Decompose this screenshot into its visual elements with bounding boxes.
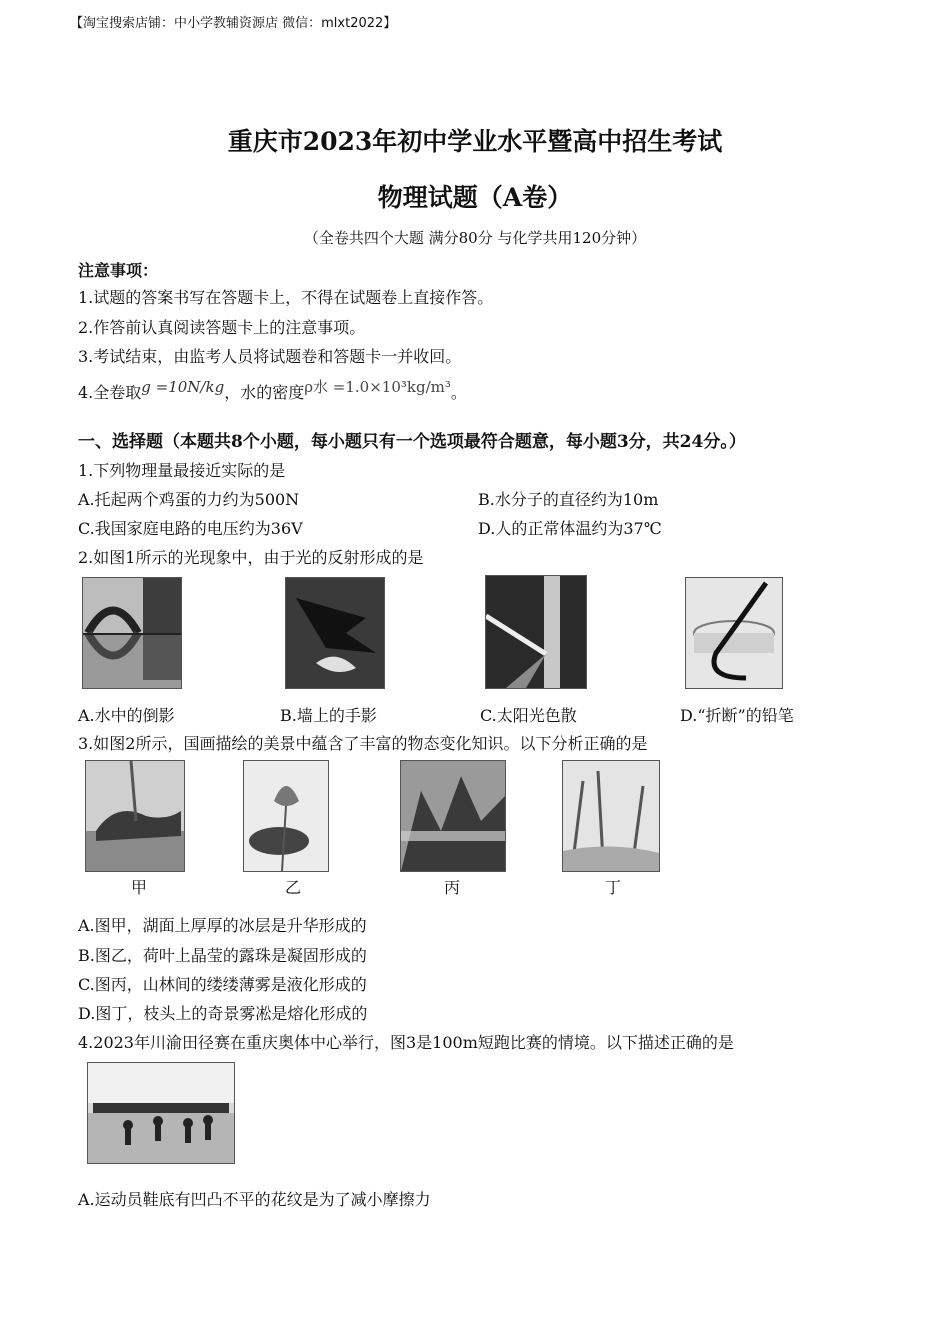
notice-item-4-prefix: 4.全卷取 [78,383,142,402]
q1-stem: 1.下列物理量最接近实际的是 [78,461,286,480]
label-yi: 乙 [285,878,302,897]
q3-option-a: A.图甲，湖面上厚厚的冰层是升华形成的 [78,916,367,935]
q2-option-d: D.“折断”的铅笔 [680,706,794,725]
section-1-heading: 一、选择题（本题共8个小题，每小题只有一个选项最符合题意，每小题3分，共24分。） [78,432,746,452]
q3-option-b: B.图乙，荷叶上晶莹的露珠是凝固形成的 [78,946,367,965]
painting-jia [85,760,185,872]
exam-info: （全卷共四个大题 满分80分 与化学共用120分钟） [303,229,647,247]
q1-option-d: D.人的正常体温约为37℃ [478,519,662,538]
q1-option-a: A.托起两个鸡蛋的力约为500N [78,490,300,509]
painting-bing [400,760,506,872]
q1-option-b: B.水分子的直径约为10m [478,490,659,509]
photo-dispersion [485,575,587,689]
label-bing: 丙 [444,878,461,897]
q3-option-d: D.图丁，枝头上的奇景雾凇是熔化形成的 [78,1004,368,1023]
q3-option-c: C.图丙，山林间的缕缕薄雾是液化形成的 [78,975,367,994]
gravity-formula: g =10N/kg [141,378,225,396]
notice-item-4 [78,380,467,403]
notice-item-4-end: 。 [450,383,467,402]
q2-option-c: C.太阳光色散 [480,706,577,725]
photo-hand-shadow [285,577,385,689]
notice-item-2: 2.作答前认真阅读答题卡上的注意事项。 [78,318,366,337]
q2-option-a: A.水中的倒影 [78,706,175,725]
photo-reflection [82,577,182,689]
q4-option-a: A.运动员鞋底有凹凸不平的花纹是为了减小摩擦力 [78,1190,431,1209]
painting-ding [562,760,660,872]
photo-bent-pencil [685,577,783,689]
page-title: 重庆市2023年初中学业水平暨高中招生考试 [227,127,723,156]
q3-stem: 3.如图2所示，国画描绘的美景中蕴含了丰富的物态变化知识。以下分析正确的是 [78,734,648,753]
q2-option-b: B.墙上的手影 [280,706,377,725]
label-jia: 甲 [131,878,148,897]
notice-item-4-mid: ，水的密度 [224,383,305,402]
label-ding: 丁 [605,878,622,897]
page-subtitle: 物理试题（A卷） [377,183,573,212]
notice-item-1: 1.试题的答案书写在答题卡上，不得在试题卷上直接作答。 [78,288,494,307]
photo-sprint-race [87,1062,235,1164]
notice-heading: 注意事项： [78,261,159,280]
page-header: 【淘宝搜索店铺：中小学教辅资源店 微信：mlxt2022】 [70,16,397,31]
q2-stem: 2.如图1所示的光现象中，由于光的反射形成的是 [78,548,424,567]
q1-option-c: C.我国家庭电路的电压约为36V [78,519,303,538]
density-formula: ρ水 =1.0×10³kg/m³ [304,378,451,396]
notice-item-3: 3.考试结束，由监考人员将试题卷和答题卡一并收回。 [78,347,462,366]
painting-yi [243,760,329,872]
q4-stem: 4.2023年川渝田径赛在重庆奥体中心举行，图3是100m短跑比赛的情境。以下描述正确的是 [78,1033,734,1052]
